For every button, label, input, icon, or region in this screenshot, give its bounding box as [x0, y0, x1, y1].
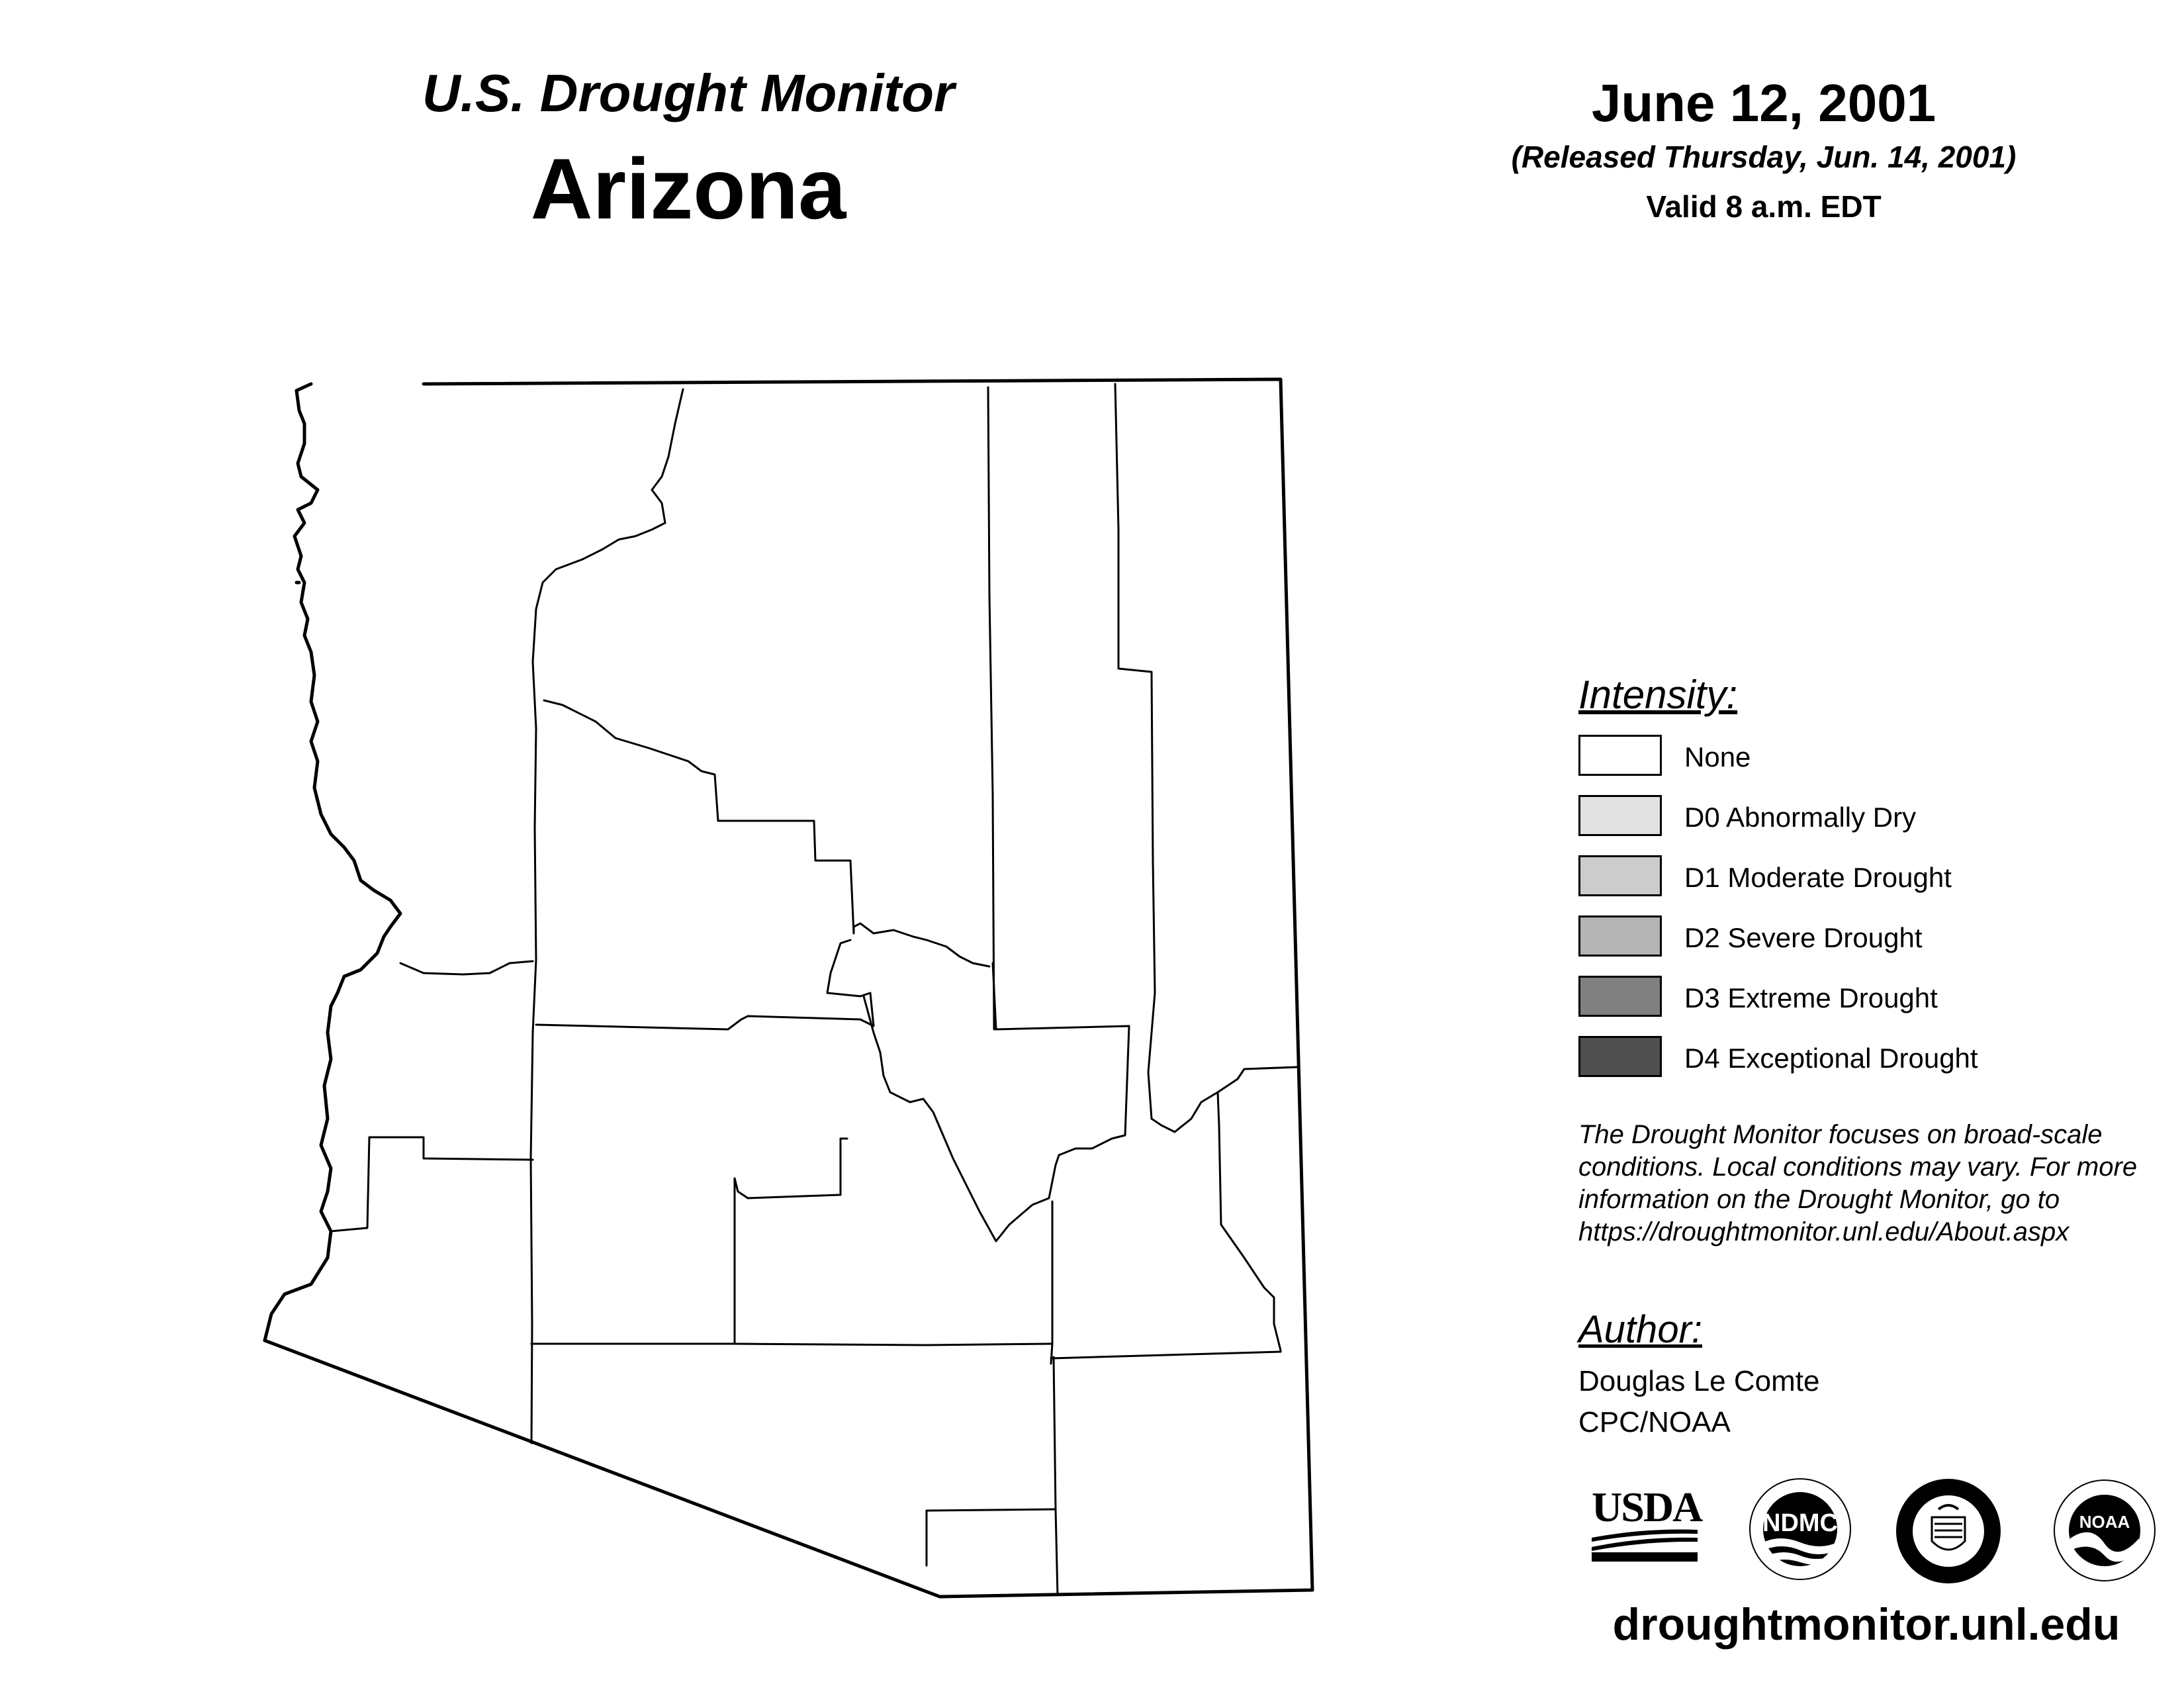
valid-time: Valid 8 a.m. EDT	[1646, 189, 1882, 224]
legend-swatch	[1578, 915, 1662, 957]
legend-item	[1578, 976, 2108, 1019]
author-name: Douglas Le Comte	[1578, 1365, 1820, 1397]
legend-swatch	[1578, 735, 1662, 776]
legend-item	[1578, 1036, 2108, 1080]
legend-heading: Intensity:	[1578, 673, 1738, 717]
legend-swatch	[1578, 795, 1662, 836]
author-heading: Author:	[1578, 1308, 1702, 1351]
release-date: (Released Thursday, Jun. 14, 2001)	[1511, 140, 2017, 174]
legend-label: D2 Severe Drought	[1684, 922, 1923, 953]
noaa-logo-text: NOAA	[2079, 1512, 2130, 1532]
legend-item	[1578, 855, 2108, 899]
legend-swatch	[1578, 855, 1662, 896]
legend-swatch	[1578, 1036, 1662, 1077]
department-of-commerce-seal-icon	[1895, 1477, 2002, 1585]
legend-item	[1578, 735, 2108, 778]
legend-label: None	[1684, 741, 1751, 773]
legend-label: D4 Exceptional Drought	[1684, 1043, 1978, 1074]
ndmc-logo-icon	[1747, 1476, 1853, 1582]
noaa-logo-icon	[2052, 1477, 2158, 1583]
map-date: June 12, 2001	[1591, 73, 1936, 132]
map-title: Arizona	[530, 140, 846, 237]
ndmc-logo-text: NDMC	[1762, 1509, 1838, 1537]
usda-logo	[1592, 1483, 1704, 1562]
legend-label: D0 Abnormally Dry	[1684, 802, 1917, 833]
usda-hills-icon	[1592, 1524, 1704, 1564]
map-supertitle: U.S. Drought Monitor	[422, 64, 955, 122]
author-org: CPC/NOAA	[1578, 1406, 1731, 1438]
website-url[interactable]: droughtmonitor.unl.edu	[1612, 1599, 2120, 1650]
legend-label: D3 Extreme Drought	[1684, 982, 1938, 1013]
legend-item	[1578, 795, 2108, 839]
legend-label: D1 Moderate Drought	[1684, 862, 1952, 893]
legend-swatch	[1578, 976, 1662, 1017]
disclaimer-note: The Drought Monitor focuses on broad-scale conditions. Local conditions may vary. For more information on the Drought Monitor, go to https://droughtmonitor.unl.edu/About.aspx	[1578, 1120, 2138, 1246]
usda-logo-text: USDA	[1592, 1483, 1702, 1530]
legend-item	[1578, 915, 2108, 959]
